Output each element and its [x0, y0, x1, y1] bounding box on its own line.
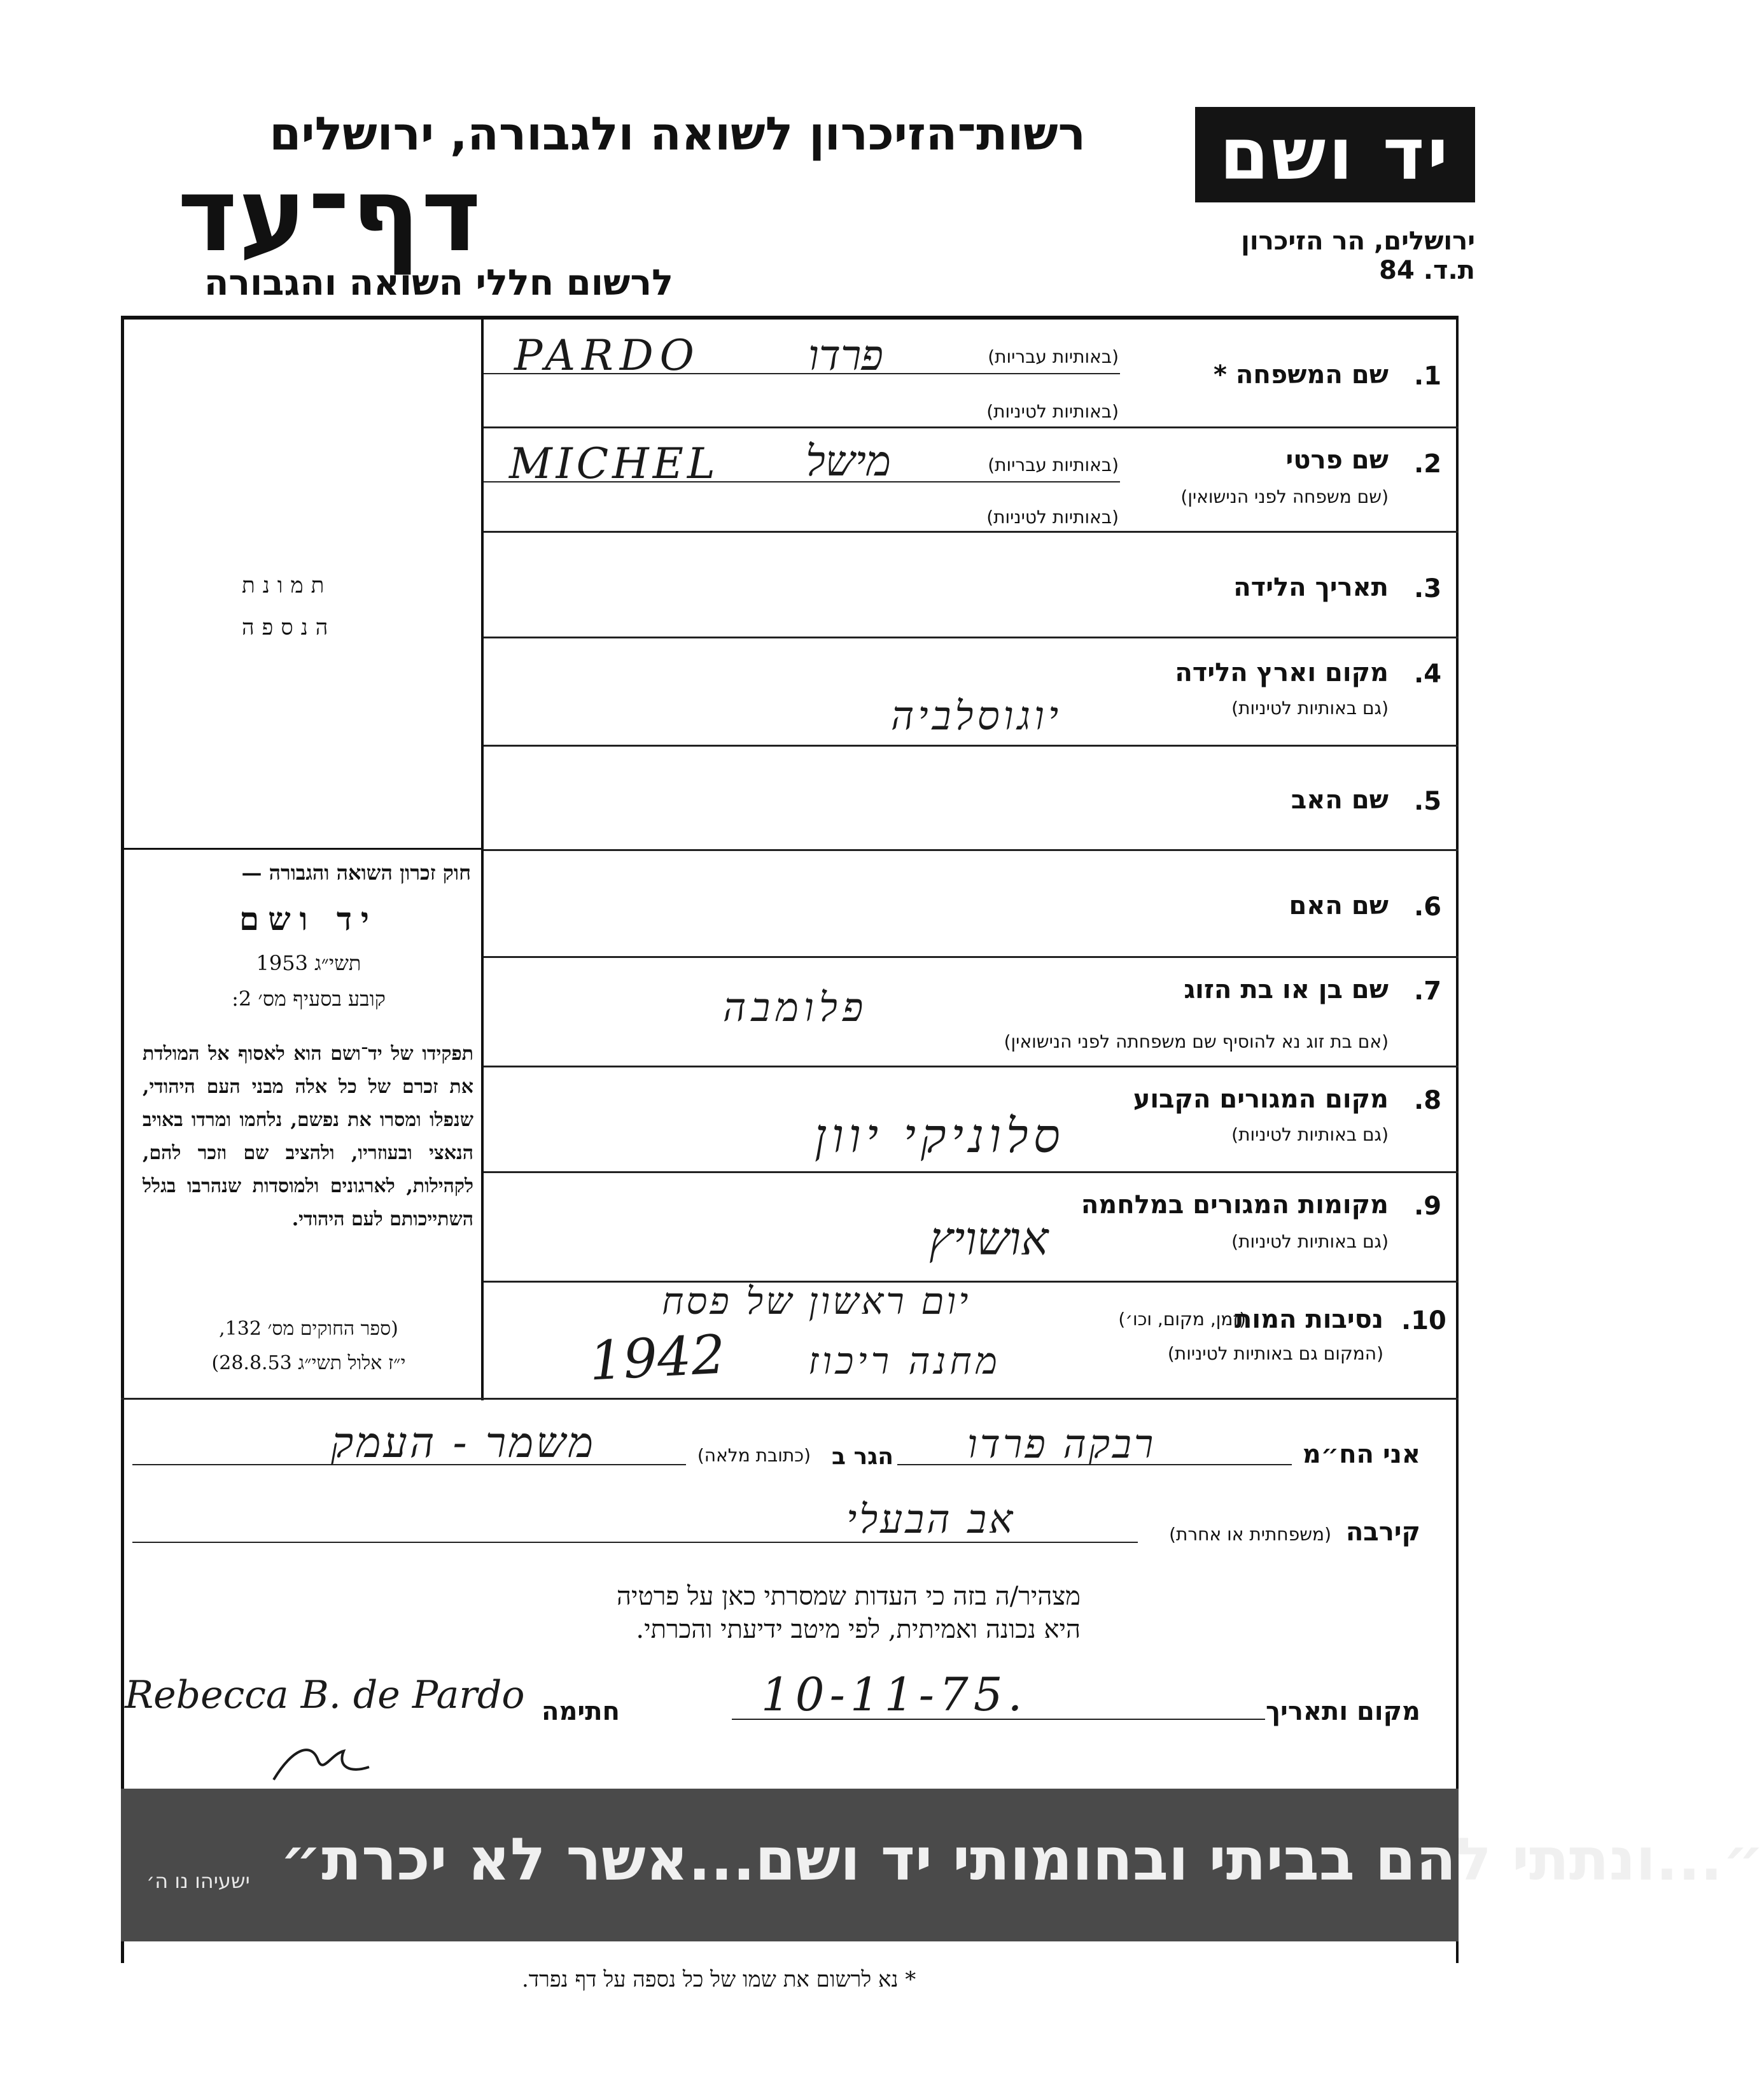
field-sublabel: (גם באותיות לטיניות)	[1231, 1124, 1389, 1145]
column-divider	[481, 318, 484, 1400]
declaration-statement: היא נכונה ואמיתית, לפי מיטב ידיעתי והכרתי.	[636, 1615, 1081, 1644]
date-value[interactable]: 10-11-75.	[761, 1668, 1028, 1721]
address-note: (כתובת מלאה)	[697, 1445, 811, 1466]
sidebar-divider	[121, 848, 484, 850]
row-divider	[484, 1281, 1459, 1283]
death-year-value[interactable]: 1942	[587, 1323, 727, 1393]
field-label-surname: שם המשפחה *	[1214, 360, 1389, 390]
field-sublabel: (גם באותיות לטיניות)	[1231, 698, 1389, 719]
photo-placeholder-label: תמונת	[242, 573, 332, 598]
address-line-2: ת.ד. 84	[1379, 256, 1475, 285]
footnote: * נא לרשום את שמו של כל נספה על דף נפרד.	[522, 1967, 916, 1992]
relation-note: (משפחתית או אחרת)	[1169, 1524, 1331, 1545]
death-circumstances-line2[interactable]: מחנה ריכוז	[808, 1339, 1002, 1383]
signature-flourish	[267, 1735, 382, 1792]
address-line-1: ירושלים, הר הזיכרון	[1241, 227, 1475, 256]
row-divider	[484, 426, 1459, 428]
law-title: חוק זכרון השואה והגבורה —	[241, 861, 471, 885]
residing-label: הגר ב	[832, 1444, 893, 1470]
place-date-label: מקום ותאריך	[1265, 1697, 1420, 1726]
field-label-residence: מקום המגורים הקבוע	[1133, 1085, 1389, 1114]
first-name-hebrew-value[interactable]: מישל	[806, 437, 892, 486]
field-number: 6.	[1414, 892, 1442, 922]
relation-label: קירבה	[1345, 1517, 1420, 1547]
law-year: תשי״ג 1953	[256, 951, 361, 975]
residence-value[interactable]: סלוניקי יוון	[815, 1109, 1065, 1164]
page-subtitle: לרשום חללי השואה והגבורה	[204, 262, 673, 304]
field-number: 3.	[1414, 574, 1442, 603]
row-divider	[484, 745, 1459, 747]
field-number: 1.	[1414, 362, 1442, 391]
spouse-name-value[interactable]: פלומבה	[723, 984, 869, 1031]
address-value[interactable]: משמר - העמק	[331, 1418, 596, 1467]
law-name: יד ושם	[239, 900, 378, 938]
field-sublabel: (המקום גם באותיות לטיניות)	[1167, 1343, 1383, 1364]
first-name-latin-value[interactable]: MICHEL	[509, 439, 719, 488]
field-number: 10.	[1401, 1306, 1446, 1335]
field-number: 7.	[1414, 976, 1442, 1006]
banner-quote: ״...ונתתי להם בביתי ובחומותי יד ושם...אשר לא יכרת״	[280, 1826, 1764, 1894]
yad-vashem-logo: יד ושם	[1219, 113, 1451, 196]
field-label-spouse-name: שם בן או בת הזוג	[1184, 975, 1389, 1004]
law-clause: קובע בסעיף מס׳ 2:	[232, 987, 386, 1011]
field-number: 9.	[1414, 1192, 1442, 1221]
hebrew-letters-note: (באותיות עבריות)	[988, 346, 1119, 367]
row-divider	[484, 956, 1459, 958]
field-note: (זמן, מקום, וכו׳)	[1118, 1309, 1246, 1330]
field-label-first-name: שם פרטי	[1285, 446, 1389, 475]
law-reference: (ספר החוקים מס׳ 132,	[219, 1318, 398, 1340]
row-divider	[484, 1171, 1459, 1173]
page-title: דף־עד	[177, 155, 482, 274]
banner-reference: ישעיהו נו ה׳	[146, 1869, 250, 1893]
latin-letters-note: (באותיות לטיניות)	[986, 507, 1119, 528]
law-body: תפקידו של יד־ושם הוא לאסוף אל המולדת את זכרם של כל אלה מבני העם היהודי, שנפלו ומסרו את נפשם, נלחמו ומרדו באויב הנאצי ובעוזריו, ולהציב שם וזכר להם, לקהילות, לארגונים ולמוסדות שנהרבו בגלל השתייכותם לעם היהודי.	[143, 1043, 473, 1230]
field-number: 4.	[1414, 659, 1442, 689]
field-label-birth-date: תאריך הלידה	[1233, 573, 1389, 602]
photo-placeholder-label: הנספה	[242, 615, 336, 640]
signature-label: חתימה	[541, 1697, 620, 1726]
authority-name: רשות־הזיכרון לשואה ולגבורה, ירושלים	[269, 107, 1086, 160]
hebrew-letters-note: (באותיות עבריות)	[988, 454, 1119, 475]
declarant-value[interactable]: רבקה פרדו	[967, 1421, 1156, 1467]
row-divider	[484, 531, 1459, 533]
death-circumstances-line1[interactable]: יום ראשון של פסח	[662, 1279, 971, 1323]
surname-hebrew-value[interactable]: פרדו	[808, 331, 883, 380]
row-divider	[484, 849, 1459, 851]
wartime-residence-value[interactable]: אושויץ	[929, 1212, 1049, 1265]
row-divider	[121, 1398, 1459, 1400]
surname-latin-value[interactable]: PARDO	[514, 331, 701, 380]
field-label-death-circumstances: נסיבות המות	[1235, 1305, 1383, 1334]
field-number: 2.	[1414, 449, 1442, 479]
field-label-mother-name: שם האם	[1289, 891, 1389, 920]
law-reference: י״ז אלול תשי״ג 28.8.53)	[211, 1352, 406, 1374]
declaration-statement: מצהיר/ה בזה כי העדות שמסרתי כאן על פרטיה	[617, 1582, 1081, 1611]
field-number: 5.	[1414, 787, 1442, 816]
field-label-wartime-residence: מקומות המגורים במלחמה	[1081, 1190, 1389, 1220]
field-number: 8.	[1414, 1086, 1442, 1115]
relation-value[interactable]: אב הבעלי	[846, 1496, 1016, 1542]
latin-letters-note: (באותיות לטיניות)	[986, 401, 1119, 422]
birth-place-value[interactable]: יוגוסלביה	[891, 693, 1063, 739]
declarant-label: אני הח״מ	[1302, 1440, 1420, 1469]
signature-value[interactable]: Rebecca B. de Pardo	[125, 1673, 525, 1717]
field-label-birth-place: מקום וארץ הלידה	[1175, 658, 1389, 687]
field-label-father-name: שם האב	[1291, 785, 1389, 815]
field-sublabel: (אם בת זוג נא להוסיף שם משפחתה לפני הנישואין)	[1004, 1031, 1389, 1052]
row-divider	[484, 1066, 1459, 1067]
field-sublabel: (גם באותיות לטיניות)	[1231, 1231, 1389, 1252]
row-divider	[484, 637, 1459, 638]
field-sublabel: (שם משפחה לפני הנישואין)	[1180, 486, 1389, 507]
